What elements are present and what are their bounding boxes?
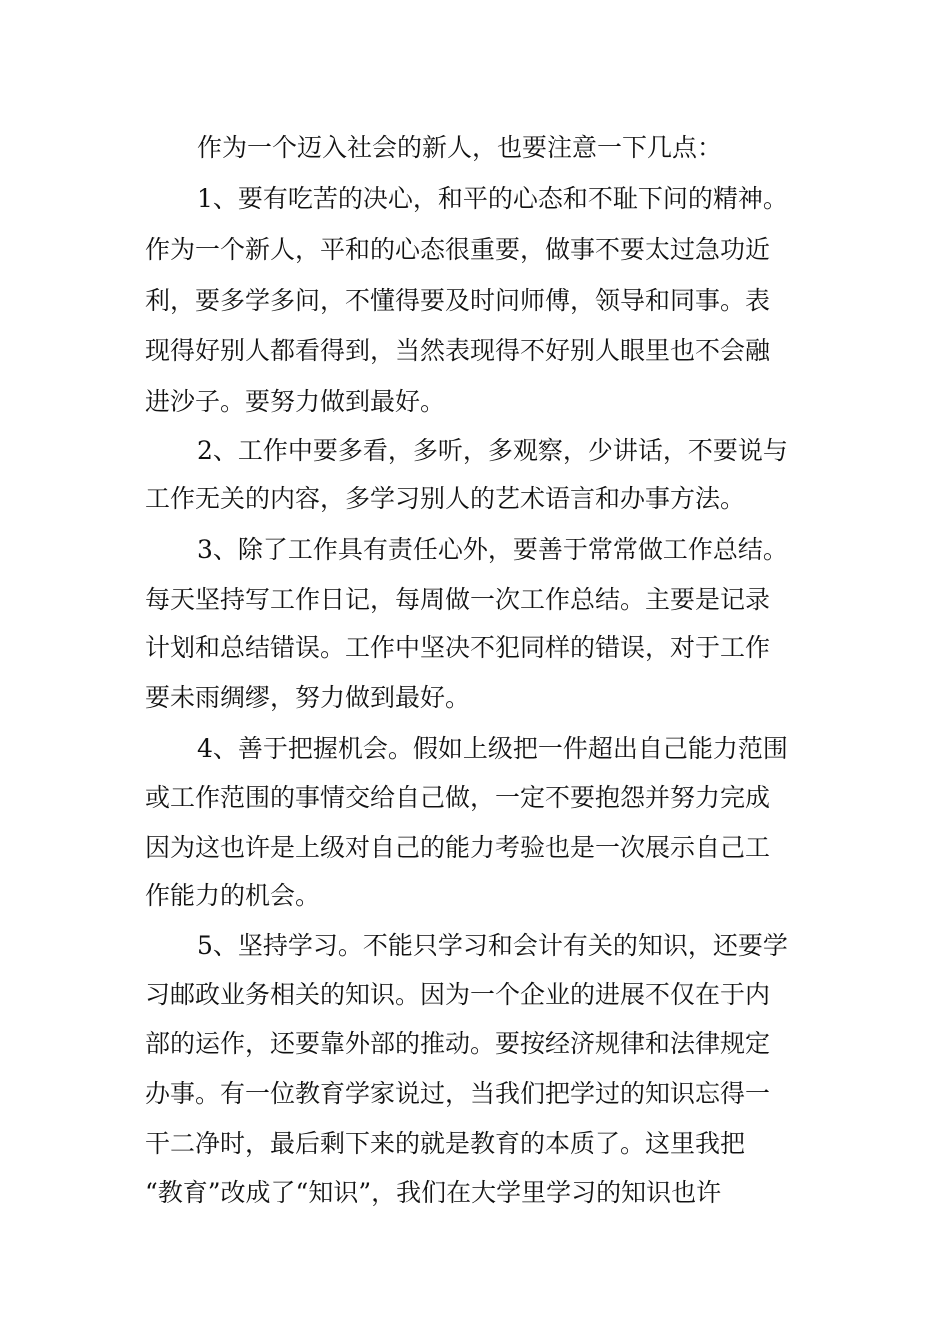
- document-line: 利，要多学多问，不懂得要及时问师傅，领导和同事。表: [145, 286, 771, 315]
- document-line: 办事。有一位教育学家说过，当我们把学过的知识忘得一: [145, 1079, 771, 1108]
- document-line: 1、要有吃苦的决心，和平的心态和不耻下问的精神。: [197, 184, 788, 213]
- document-line: 3、除了工作具有责任心外，要善于常常做工作总结。: [197, 535, 788, 564]
- document-line: “教育”改成了“知识”，我们在大学里学习的知识也许: [145, 1178, 722, 1207]
- document-line: 进沙子。要努力做到最好。: [145, 387, 446, 416]
- document-line: 部的运作，还要靠外部的推动。要按经济规律和法律规定: [145, 1029, 771, 1058]
- document-line: 因为这也许是上级对自己的能力考验也是一次展示自己工: [145, 833, 771, 862]
- document-line: 或工作范围的事情交给自己做，一定不要抱怨并努力完成: [145, 783, 771, 812]
- document-line: 习邮政业务相关的知识。因为一个企业的进展不仅在于内: [145, 980, 771, 1009]
- document-line: 5、坚持学习。不能只学习和会计有关的知识，还要学: [197, 931, 788, 960]
- document-line: 要未雨绸缪，努力做到最好。: [145, 683, 471, 712]
- document-line: 计划和总结错误。工作中坚决不犯同样的错误，对于工作: [145, 633, 771, 662]
- document-line: 每天坚持写工作日记，每周做一次工作总结。主要是记录: [145, 585, 771, 614]
- document-line: 作为一个新人，平和的心态很重要，做事不要太过急功近: [145, 235, 771, 264]
- document-line: 现得好别人都看得到，当然表现得不好别人眼里也不会融: [145, 336, 771, 365]
- document-line: 4、善于把握机会。假如上级把一件超出自己能力范围: [197, 734, 788, 763]
- document-line: 干二净时，最后剩下来的就是教育的本质了。这里我把: [145, 1129, 746, 1158]
- document-line: 2、工作中要多看，多听，多观察，少讲话，不要说与: [197, 436, 788, 465]
- document-line: 作能力的机会。: [145, 881, 321, 910]
- document-line: 作为一个迈入社会的新人，也要注意一下几点：: [197, 133, 723, 162]
- document-line: 工作无关的内容，多学习别人的艺术语言和办事方法。: [145, 484, 746, 513]
